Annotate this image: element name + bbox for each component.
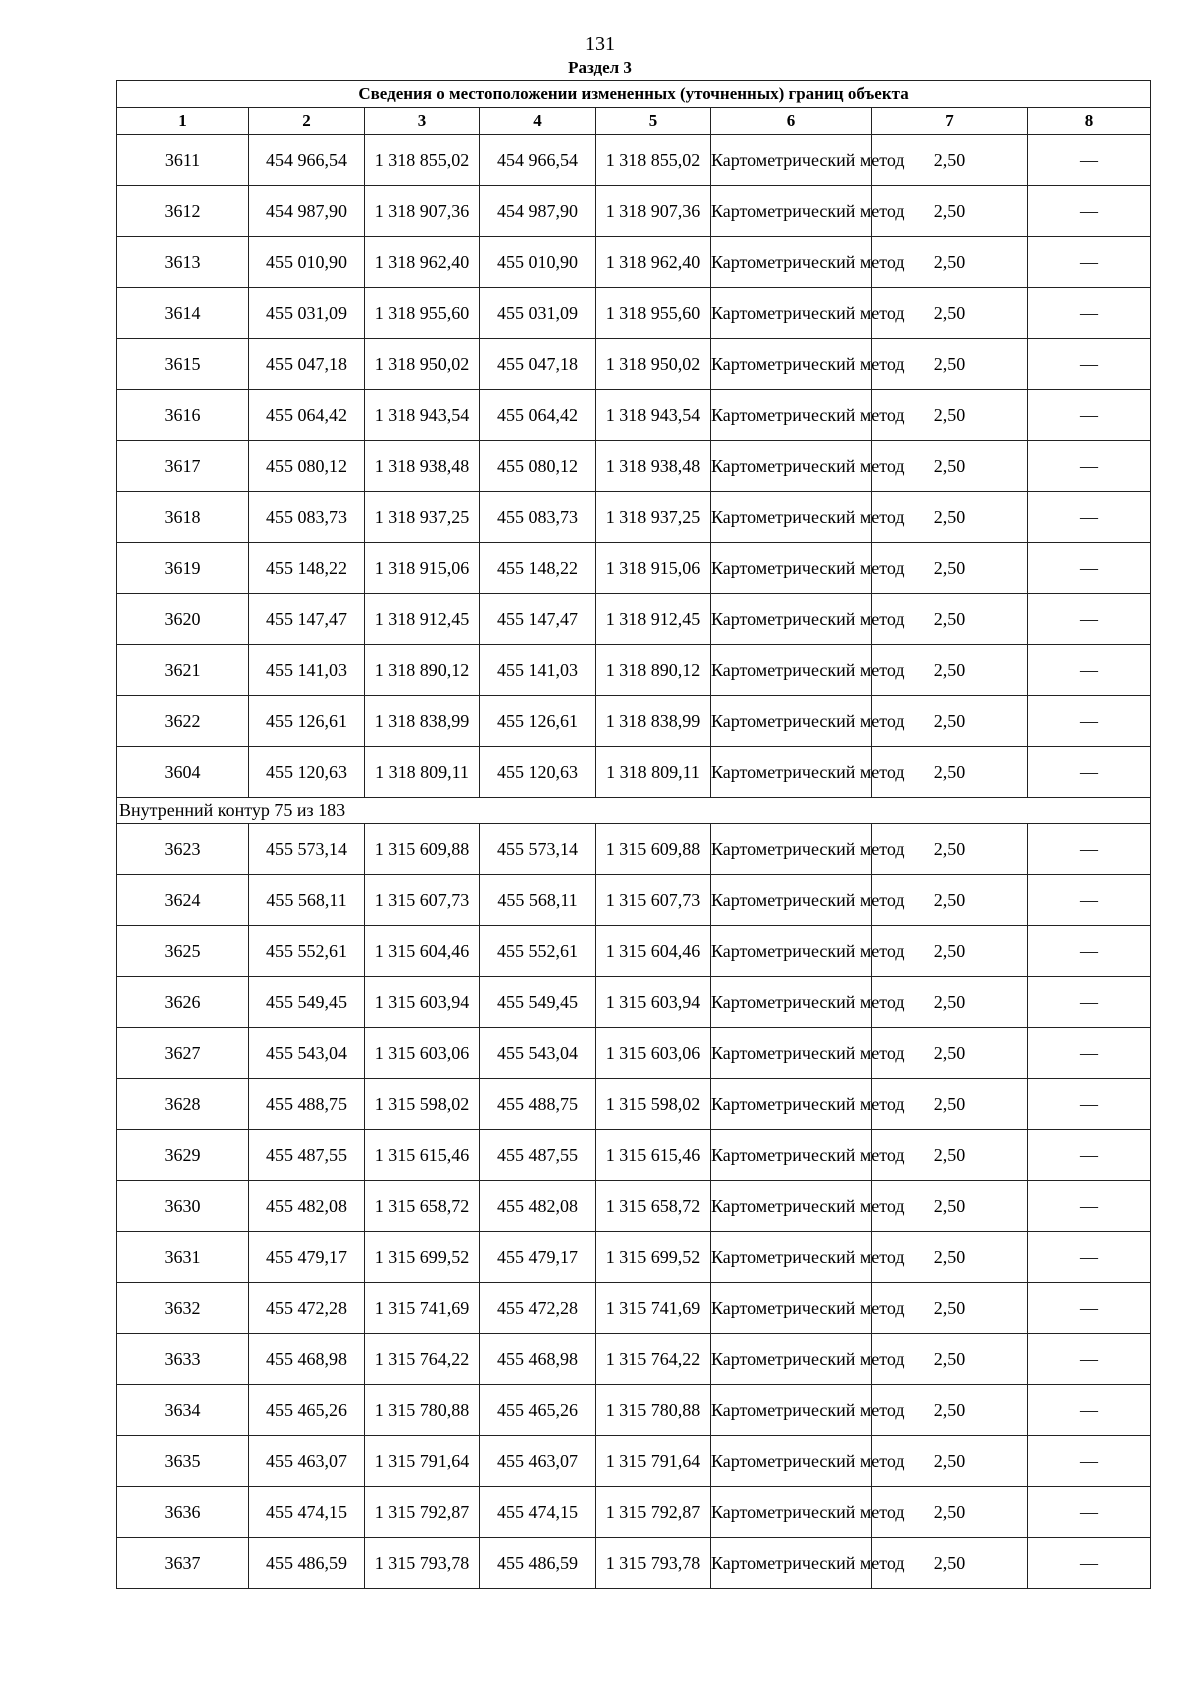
accuracy-cell: 2,50 xyxy=(872,696,1028,747)
existing-y-cell: 1 315 603,06 xyxy=(365,1028,480,1079)
accuracy-cell: 2,50 xyxy=(872,186,1028,237)
accuracy-cell: 2,50 xyxy=(872,1385,1028,1436)
existing-x-cell: 455 147,47 xyxy=(249,594,365,645)
new-x-cell: 455 568,11 xyxy=(480,875,596,926)
new-y-cell: 1 318 962,40 xyxy=(596,237,711,288)
note-cell: — xyxy=(1028,441,1151,492)
table-row xyxy=(117,543,1151,594)
existing-y-cell: 1 318 938,48 xyxy=(365,441,480,492)
existing-y-cell: 1 318 915,06 xyxy=(365,543,480,594)
table-row xyxy=(117,390,1151,441)
column-header: 6 xyxy=(711,108,872,135)
point-number-cell: 3612 xyxy=(117,186,249,237)
note-cell: — xyxy=(1028,696,1151,747)
column-header: 8 xyxy=(1028,108,1151,135)
accuracy-cell: 2,50 xyxy=(872,1334,1028,1385)
note-cell: — xyxy=(1028,1079,1151,1130)
method-cell: Картометрический метод xyxy=(711,186,872,237)
method-cell: Картометрический метод xyxy=(711,594,872,645)
new-x-cell: 455 120,63 xyxy=(480,747,596,798)
existing-x-cell: 455 549,45 xyxy=(249,977,365,1028)
existing-x-cell: 455 148,22 xyxy=(249,543,365,594)
table-row xyxy=(117,1538,1151,1589)
accuracy-cell: 2,50 xyxy=(872,926,1028,977)
existing-y-cell: 1 318 838,99 xyxy=(365,696,480,747)
new-x-cell: 455 083,73 xyxy=(480,492,596,543)
note-cell: — xyxy=(1028,237,1151,288)
existing-x-cell: 455 472,28 xyxy=(249,1283,365,1334)
table-row xyxy=(117,747,1151,798)
existing-x-cell: 455 120,63 xyxy=(249,747,365,798)
new-x-cell: 455 543,04 xyxy=(480,1028,596,1079)
existing-x-cell: 455 080,12 xyxy=(249,441,365,492)
table-row xyxy=(117,135,1151,186)
table-row xyxy=(117,1283,1151,1334)
existing-x-cell: 455 031,09 xyxy=(249,288,365,339)
table-row xyxy=(117,1028,1151,1079)
column-header: 4 xyxy=(480,108,596,135)
table-row xyxy=(117,696,1151,747)
method-cell: Картометрический метод xyxy=(711,977,872,1028)
method-cell: Картометрический метод xyxy=(711,1232,872,1283)
method-cell: Картометрический метод xyxy=(711,1028,872,1079)
point-number-cell: 3632 xyxy=(117,1283,249,1334)
column-header-row xyxy=(117,108,1151,135)
note-cell: — xyxy=(1028,492,1151,543)
new-y-cell: 1 315 792,87 xyxy=(596,1487,711,1538)
accuracy-cell: 2,50 xyxy=(872,339,1028,390)
existing-x-cell: 455 047,18 xyxy=(249,339,365,390)
point-number-cell: 3634 xyxy=(117,1385,249,1436)
table-row xyxy=(117,1079,1151,1130)
existing-x-cell: 455 479,17 xyxy=(249,1232,365,1283)
table-row xyxy=(117,1436,1151,1487)
accuracy-cell: 2,50 xyxy=(872,1028,1028,1079)
existing-y-cell: 1 318 912,45 xyxy=(365,594,480,645)
note-cell: — xyxy=(1028,1436,1151,1487)
new-x-cell: 455 463,07 xyxy=(480,1436,596,1487)
existing-y-cell: 1 315 603,94 xyxy=(365,977,480,1028)
table-row xyxy=(117,1130,1151,1181)
new-x-cell: 455 147,47 xyxy=(480,594,596,645)
point-number-cell: 3613 xyxy=(117,237,249,288)
new-y-cell: 1 318 915,06 xyxy=(596,543,711,594)
existing-x-cell: 455 488,75 xyxy=(249,1079,365,1130)
table-row xyxy=(117,875,1151,926)
contour-label: Внутренний контур 75 из 183 xyxy=(117,798,1151,824)
table-row xyxy=(117,1232,1151,1283)
note-cell: — xyxy=(1028,186,1151,237)
note-cell: — xyxy=(1028,288,1151,339)
note-cell: — xyxy=(1028,1028,1151,1079)
note-cell: — xyxy=(1028,1283,1151,1334)
point-number-cell: 3611 xyxy=(117,135,249,186)
existing-y-cell: 1 315 609,88 xyxy=(365,824,480,875)
method-cell: Картометрический метод xyxy=(711,1538,872,1589)
existing-x-cell: 455 482,08 xyxy=(249,1181,365,1232)
existing-x-cell: 455 126,61 xyxy=(249,696,365,747)
note-cell: — xyxy=(1028,1130,1151,1181)
point-number-cell: 3604 xyxy=(117,747,249,798)
accuracy-cell: 2,50 xyxy=(872,1079,1028,1130)
section-title: Раздел 3 xyxy=(568,58,632,77)
accuracy-cell: 2,50 xyxy=(872,135,1028,186)
accuracy-cell: 2,50 xyxy=(872,390,1028,441)
point-number-cell: 3631 xyxy=(117,1232,249,1283)
new-y-cell: 1 315 615,46 xyxy=(596,1130,711,1181)
point-number-cell: 3621 xyxy=(117,645,249,696)
method-cell: Картометрический метод xyxy=(711,875,872,926)
new-y-cell: 1 315 603,94 xyxy=(596,977,711,1028)
table-row xyxy=(117,1385,1151,1436)
point-number-cell: 3625 xyxy=(117,926,249,977)
accuracy-cell: 2,50 xyxy=(872,492,1028,543)
existing-y-cell: 1 318 890,12 xyxy=(365,645,480,696)
new-x-cell: 455 549,45 xyxy=(480,977,596,1028)
point-number-cell: 3615 xyxy=(117,339,249,390)
existing-y-cell: 1 318 809,11 xyxy=(365,747,480,798)
table-row xyxy=(117,977,1151,1028)
new-x-cell: 455 031,09 xyxy=(480,288,596,339)
note-cell: — xyxy=(1028,747,1151,798)
point-number-cell: 3616 xyxy=(117,390,249,441)
existing-x-cell: 454 966,54 xyxy=(249,135,365,186)
table-body xyxy=(117,135,1151,1589)
method-cell: Картометрический метод xyxy=(711,1181,872,1232)
new-y-cell: 1 315 793,78 xyxy=(596,1538,711,1589)
point-number-cell: 3633 xyxy=(117,1334,249,1385)
existing-x-cell: 455 465,26 xyxy=(249,1385,365,1436)
method-cell: Картометрический метод xyxy=(711,1079,872,1130)
note-cell: — xyxy=(1028,1538,1151,1589)
accuracy-cell: 2,50 xyxy=(872,237,1028,288)
existing-x-cell: 455 083,73 xyxy=(249,492,365,543)
existing-y-cell: 1 315 598,02 xyxy=(365,1079,480,1130)
accuracy-cell: 2,50 xyxy=(872,1181,1028,1232)
new-y-cell: 1 318 838,99 xyxy=(596,696,711,747)
accuracy-cell: 2,50 xyxy=(872,747,1028,798)
table-row xyxy=(117,926,1151,977)
new-y-cell: 1 315 604,46 xyxy=(596,926,711,977)
existing-x-cell: 455 474,15 xyxy=(249,1487,365,1538)
accuracy-cell: 2,50 xyxy=(872,543,1028,594)
new-y-cell: 1 315 741,69 xyxy=(596,1283,711,1334)
existing-x-cell: 455 468,98 xyxy=(249,1334,365,1385)
method-cell: Картометрический метод xyxy=(711,288,872,339)
accuracy-cell: 2,50 xyxy=(872,1487,1028,1538)
existing-x-cell: 455 141,03 xyxy=(249,645,365,696)
point-number-cell: 3622 xyxy=(117,696,249,747)
new-x-cell: 455 047,18 xyxy=(480,339,596,390)
method-cell: Картометрический метод xyxy=(711,747,872,798)
new-y-cell: 1 315 780,88 xyxy=(596,1385,711,1436)
existing-x-cell: 455 010,90 xyxy=(249,237,365,288)
column-header: 3 xyxy=(365,108,480,135)
point-number-cell: 3623 xyxy=(117,824,249,875)
method-cell: Картометрический метод xyxy=(711,1385,872,1436)
table-row xyxy=(117,1334,1151,1385)
new-x-cell: 455 474,15 xyxy=(480,1487,596,1538)
existing-y-cell: 1 318 855,02 xyxy=(365,135,480,186)
note-cell: — xyxy=(1028,543,1151,594)
note-cell: — xyxy=(1028,135,1151,186)
existing-y-cell: 1 318 955,60 xyxy=(365,288,480,339)
note-cell: — xyxy=(1028,339,1151,390)
note-cell: — xyxy=(1028,1334,1151,1385)
new-y-cell: 1 318 809,11 xyxy=(596,747,711,798)
table-row xyxy=(117,1181,1151,1232)
new-x-cell: 455 482,08 xyxy=(480,1181,596,1232)
new-y-cell: 1 318 890,12 xyxy=(596,645,711,696)
new-y-cell: 1 318 907,36 xyxy=(596,186,711,237)
note-cell: — xyxy=(1028,1385,1151,1436)
new-x-cell: 454 966,54 xyxy=(480,135,596,186)
existing-y-cell: 1 315 793,78 xyxy=(365,1538,480,1589)
page-number: 131 xyxy=(585,33,615,55)
accuracy-cell: 2,50 xyxy=(872,1130,1028,1181)
note-cell: — xyxy=(1028,645,1151,696)
new-y-cell: 1 315 791,64 xyxy=(596,1436,711,1487)
existing-y-cell: 1 315 791,64 xyxy=(365,1436,480,1487)
existing-x-cell: 455 487,55 xyxy=(249,1130,365,1181)
new-y-cell: 1 318 855,02 xyxy=(596,135,711,186)
point-number-cell: 3626 xyxy=(117,977,249,1028)
note-cell: — xyxy=(1028,977,1151,1028)
table-caption: Сведения о местоположении измененных (уточненных) границ объекта xyxy=(117,81,1151,108)
existing-y-cell: 1 315 764,22 xyxy=(365,1334,480,1385)
existing-y-cell: 1 318 950,02 xyxy=(365,339,480,390)
new-y-cell: 1 315 607,73 xyxy=(596,875,711,926)
boundary-table xyxy=(116,80,1151,1589)
new-x-cell: 455 126,61 xyxy=(480,696,596,747)
table-row xyxy=(117,645,1151,696)
existing-x-cell: 455 573,14 xyxy=(249,824,365,875)
new-x-cell: 455 148,22 xyxy=(480,543,596,594)
point-number-cell: 3627 xyxy=(117,1028,249,1079)
existing-x-cell: 455 064,42 xyxy=(249,390,365,441)
point-number-cell: 3636 xyxy=(117,1487,249,1538)
contour-label-row xyxy=(117,798,1151,824)
note-cell: — xyxy=(1028,594,1151,645)
note-cell: — xyxy=(1028,390,1151,441)
method-cell: Картометрический метод xyxy=(711,135,872,186)
new-x-cell: 455 080,12 xyxy=(480,441,596,492)
new-x-cell: 455 010,90 xyxy=(480,237,596,288)
new-x-cell: 455 468,98 xyxy=(480,1334,596,1385)
new-x-cell: 455 552,61 xyxy=(480,926,596,977)
accuracy-cell: 2,50 xyxy=(872,977,1028,1028)
new-y-cell: 1 315 764,22 xyxy=(596,1334,711,1385)
column-header: 1 xyxy=(117,108,249,135)
method-cell: Картометрический метод xyxy=(711,824,872,875)
existing-x-cell: 455 568,11 xyxy=(249,875,365,926)
method-cell: Картометрический метод xyxy=(711,1334,872,1385)
table-row xyxy=(117,824,1151,875)
column-header: 7 xyxy=(872,108,1028,135)
method-cell: Картометрический метод xyxy=(711,1436,872,1487)
point-number-cell: 3628 xyxy=(117,1079,249,1130)
new-x-cell: 455 486,59 xyxy=(480,1538,596,1589)
point-number-cell: 3629 xyxy=(117,1130,249,1181)
note-cell: — xyxy=(1028,926,1151,977)
new-y-cell: 1 318 938,48 xyxy=(596,441,711,492)
note-cell: — xyxy=(1028,1487,1151,1538)
new-x-cell: 455 573,14 xyxy=(480,824,596,875)
method-cell: Картометрический метод xyxy=(711,237,872,288)
accuracy-cell: 2,50 xyxy=(872,824,1028,875)
new-x-cell: 455 141,03 xyxy=(480,645,596,696)
existing-y-cell: 1 315 607,73 xyxy=(365,875,480,926)
new-y-cell: 1 315 658,72 xyxy=(596,1181,711,1232)
method-cell: Картометрический метод xyxy=(711,339,872,390)
point-number-cell: 3618 xyxy=(117,492,249,543)
method-cell: Картометрический метод xyxy=(711,390,872,441)
point-number-cell: 3624 xyxy=(117,875,249,926)
point-number-cell: 3619 xyxy=(117,543,249,594)
existing-y-cell: 1 315 780,88 xyxy=(365,1385,480,1436)
new-y-cell: 1 315 609,88 xyxy=(596,824,711,875)
accuracy-cell: 2,50 xyxy=(872,1283,1028,1334)
point-number-cell: 3614 xyxy=(117,288,249,339)
table-row xyxy=(117,186,1151,237)
new-y-cell: 1 315 598,02 xyxy=(596,1079,711,1130)
table-row xyxy=(117,288,1151,339)
table-row xyxy=(117,492,1151,543)
note-cell: — xyxy=(1028,1232,1151,1283)
accuracy-cell: 2,50 xyxy=(872,441,1028,492)
existing-y-cell: 1 318 937,25 xyxy=(365,492,480,543)
method-cell: Картометрический метод xyxy=(711,696,872,747)
existing-x-cell: 455 463,07 xyxy=(249,1436,365,1487)
existing-y-cell: 1 315 792,87 xyxy=(365,1487,480,1538)
new-y-cell: 1 318 912,45 xyxy=(596,594,711,645)
new-y-cell: 1 318 937,25 xyxy=(596,492,711,543)
table-row xyxy=(117,237,1151,288)
method-cell: Картометрический метод xyxy=(711,441,872,492)
column-header: 2 xyxy=(249,108,365,135)
note-cell: — xyxy=(1028,824,1151,875)
point-number-cell: 3635 xyxy=(117,1436,249,1487)
note-cell: — xyxy=(1028,875,1151,926)
table-row xyxy=(117,339,1151,390)
new-y-cell: 1 315 603,06 xyxy=(596,1028,711,1079)
new-x-cell: 455 487,55 xyxy=(480,1130,596,1181)
table-row xyxy=(117,1487,1151,1538)
existing-x-cell: 455 552,61 xyxy=(249,926,365,977)
method-cell: Картометрический метод xyxy=(711,1487,872,1538)
method-cell: Картометрический метод xyxy=(711,645,872,696)
new-x-cell: 454 987,90 xyxy=(480,186,596,237)
accuracy-cell: 2,50 xyxy=(872,594,1028,645)
accuracy-cell: 2,50 xyxy=(872,1538,1028,1589)
method-cell: Картометрический метод xyxy=(711,1130,872,1181)
new-x-cell: 455 472,28 xyxy=(480,1283,596,1334)
existing-y-cell: 1 318 907,36 xyxy=(365,186,480,237)
existing-y-cell: 1 315 699,52 xyxy=(365,1232,480,1283)
new-x-cell: 455 465,26 xyxy=(480,1385,596,1436)
accuracy-cell: 2,50 xyxy=(872,875,1028,926)
accuracy-cell: 2,50 xyxy=(872,1232,1028,1283)
existing-x-cell: 454 987,90 xyxy=(249,186,365,237)
accuracy-cell: 2,50 xyxy=(872,1436,1028,1487)
existing-x-cell: 455 486,59 xyxy=(249,1538,365,1589)
method-cell: Картометрический метод xyxy=(711,1283,872,1334)
method-cell: Картометрический метод xyxy=(711,492,872,543)
method-cell: Картометрический метод xyxy=(711,926,872,977)
new-x-cell: 455 064,42 xyxy=(480,390,596,441)
table-row xyxy=(117,441,1151,492)
new-y-cell: 1 318 950,02 xyxy=(596,339,711,390)
new-y-cell: 1 315 699,52 xyxy=(596,1232,711,1283)
existing-y-cell: 1 315 604,46 xyxy=(365,926,480,977)
point-number-cell: 3630 xyxy=(117,1181,249,1232)
existing-y-cell: 1 318 943,54 xyxy=(365,390,480,441)
point-number-cell: 3637 xyxy=(117,1538,249,1589)
existing-x-cell: 455 543,04 xyxy=(249,1028,365,1079)
existing-y-cell: 1 315 658,72 xyxy=(365,1181,480,1232)
new-y-cell: 1 318 955,60 xyxy=(596,288,711,339)
table-row xyxy=(117,594,1151,645)
new-x-cell: 455 479,17 xyxy=(480,1232,596,1283)
note-cell: — xyxy=(1028,1181,1151,1232)
accuracy-cell: 2,50 xyxy=(872,288,1028,339)
point-number-cell: 3617 xyxy=(117,441,249,492)
existing-y-cell: 1 318 962,40 xyxy=(365,237,480,288)
point-number-cell: 3620 xyxy=(117,594,249,645)
existing-y-cell: 1 315 615,46 xyxy=(365,1130,480,1181)
existing-y-cell: 1 315 741,69 xyxy=(365,1283,480,1334)
method-cell: Картометрический метод xyxy=(711,543,872,594)
new-x-cell: 455 488,75 xyxy=(480,1079,596,1130)
new-y-cell: 1 318 943,54 xyxy=(596,390,711,441)
column-header: 5 xyxy=(596,108,711,135)
accuracy-cell: 2,50 xyxy=(872,645,1028,696)
